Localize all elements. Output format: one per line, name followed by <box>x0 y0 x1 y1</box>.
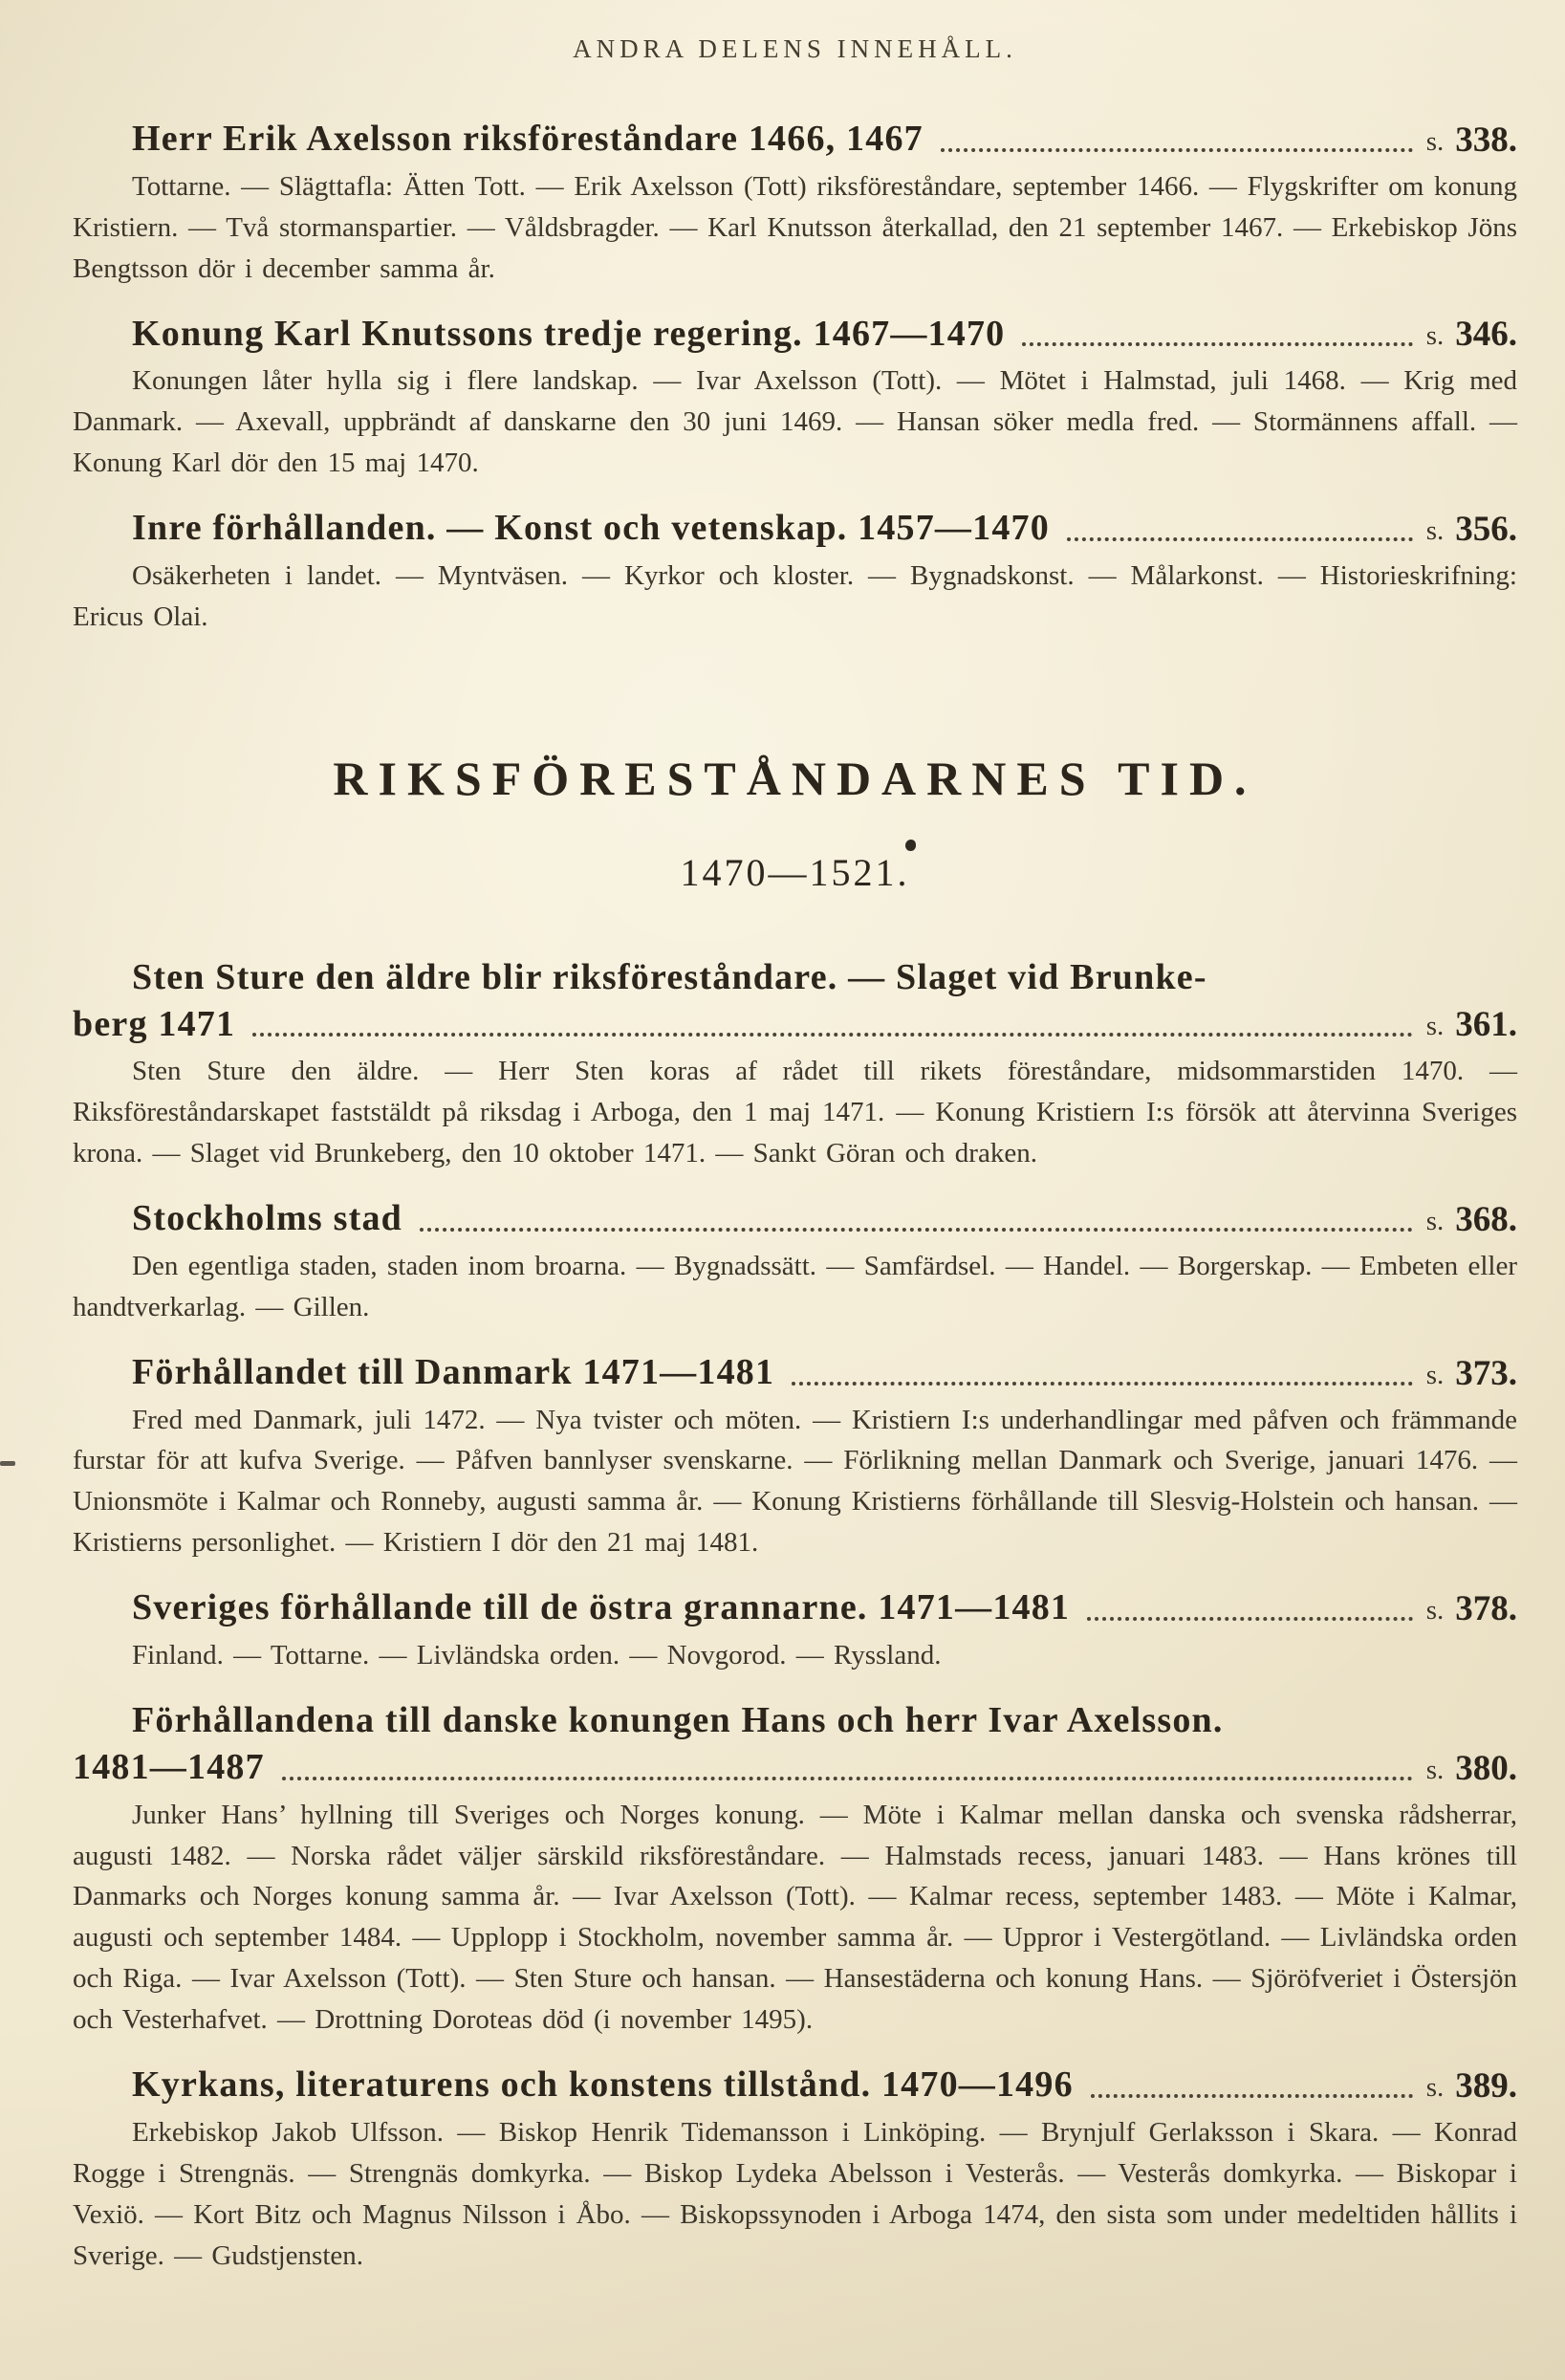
entry-heading <box>73 1699 1517 1742</box>
entry-description: Den egentliga staden, staden inom broarna. — Bygnadssätt. — Samfärdsel. — Handel. — Borgerskap. — Embeten eller handtverkarlag. — Gillen. <box>73 1250 1517 1322</box>
dotted-leader <box>792 1382 1413 1386</box>
dotted-leader <box>252 1033 1413 1037</box>
page-number: 346. <box>1455 315 1517 355</box>
entry-heading <box>73 1197 1517 1240</box>
toc-entry <box>73 313 1517 485</box>
entry-description: Osäkerheten i landet. — Myntväsen. — Kyrkor och kloster. — Bygnadskonst. — Målarkonst. — Historieskrifning: Ericus Olai. <box>73 559 1517 632</box>
dotted-leader <box>941 148 1413 152</box>
entry-title: Herr Erik Axelsson riksföreståndare 1466, 1467 <box>132 119 924 159</box>
page-number: 356. <box>1455 509 1517 549</box>
entry-heading <box>73 956 1517 999</box>
entry-title: Förhållandet till Danmark 1471—1481 <box>132 1351 775 1392</box>
entry-description: Fred med Danmark, juli 1472. — Nya tvister och möten. — Kristiern I:s underhandlingar med påfven och främmande furstar för att kufva Sverige. — Påfven bannlyser svenskarne. — Förlikning mellan Danmark och Sverige, januari 1476. — Unionsmöte i Kalmar och Ronneby, augusti samma år. — Konung Kristierns förhållande till Slesvig-Holstein och hansan. — Kristierns personlighet. — Kristiern I dör den 21 maj 1481. <box>73 1404 1517 1559</box>
entry-heading <box>73 2063 1517 2107</box>
entry-heading <box>73 507 1517 550</box>
entry-heading <box>73 313 1517 356</box>
page-number: 368. <box>1455 1199 1517 1239</box>
entry-title: Sten Sture den äldre blir riksföreståndare. — Slaget vid Brunke- <box>132 956 1207 997</box>
toc-entry <box>73 1699 1517 2041</box>
entry-heading <box>73 1351 1517 1394</box>
page-number: 380. <box>1455 1748 1517 1788</box>
toc-entry <box>73 956 1517 1174</box>
page-ref-prefix: s. <box>1425 1754 1445 1785</box>
page-number: 338. <box>1455 120 1517 160</box>
dotted-leader <box>282 1777 1413 1780</box>
section-subtitle: 1470—1521. <box>680 850 910 894</box>
entry-description: Konungen låter hylla sig i flere landskap. — Ivar Axelsson (Tott). — Mötet i Halmstad, juli 1468. — Krig med Danmark. — Axevall, uppbrändt af danskarne den 30 juni 1469. — Hansan söker medla fred. — Stormännens affall. — Konung Karl dör den 15 maj 1470. <box>73 365 1517 479</box>
entry-title: Inre förhållanden. — Konst och vetenskap. 1457—1470 <box>132 508 1050 549</box>
entry-heading-continued <box>73 1003 1517 1046</box>
toc-entry <box>73 118 1517 290</box>
page-ref-prefix: s. <box>1425 320 1445 352</box>
entry-description: Erkebiskop Jakob Ulfsson. — Biskop Henrik Tidemansson i Linköping. — Brynjulf Gerlaksson i Skara. — Konrad Rogge i Strengnäs. — Strengnäs domkyrka. — Biskop Lydeka Abelsson i Vesterås. — Vesterås domkyrka. — Biskopar i Vexiö. — Kort Bitz och Magnus Nilsson i Åbo. — Biskopssynoden i Arboga 1474, den sista som under medeltiden hållits i Sverige. — Gudstjensten. <box>73 2116 1517 2271</box>
page-number: 378. <box>1455 1589 1517 1629</box>
entry-title: Stockholms stad <box>132 1198 402 1239</box>
toc-entry <box>73 1586 1517 1676</box>
dotted-leader <box>1067 537 1413 541</box>
page-ref-prefix: s. <box>1425 1359 1445 1390</box>
section-heading <box>73 751 1517 895</box>
toc-entry <box>73 1197 1517 1328</box>
dotted-leader <box>420 1228 1413 1232</box>
entry-description: Finland. — Tottarne. — Livländska orden. — Novgorod. — Ryssland. <box>132 1640 942 1671</box>
ink-speck <box>905 840 916 851</box>
page-number: 389. <box>1455 2065 1517 2106</box>
page-ref-prefix: s. <box>1425 1011 1445 1042</box>
page-ref-prefix: s. <box>1425 2071 1445 2103</box>
margin-mark <box>0 1461 15 1466</box>
toc-entry <box>73 2063 1517 2276</box>
entry-title: Sveriges förhållande till de östra grannarne. 1471—1481 <box>132 1587 1071 1628</box>
page-ref-prefix: s. <box>1425 1205 1445 1236</box>
page-ref-prefix: s. <box>1425 514 1445 546</box>
toc-entry <box>73 1351 1517 1563</box>
dotted-leader <box>1022 342 1412 346</box>
dotted-leader <box>1087 1617 1413 1621</box>
entry-title: Konung Karl Knutssons tredje regering. 1467—1470 <box>132 313 1006 354</box>
entry-heading <box>73 1586 1517 1629</box>
page-number: 373. <box>1455 1353 1517 1393</box>
toc-entry <box>73 507 1517 638</box>
dotted-leader <box>1091 2094 1413 2098</box>
page-header: ANDRA DELENS INNEHÅLL. <box>573 34 1017 63</box>
entry-title: Förhållandena till danske konungen Hans och herr Ivar Axelsson. <box>132 1699 1224 1740</box>
section-title: RIKSFÖRESTÅNDARNES TID. <box>333 751 1257 805</box>
entry-title-continued: 1481—1487 <box>73 1746 265 1787</box>
entry-description: Junker Hans’ hyllning till Sveriges och Norges konung. — Möte i Kalmar mellan danska och svenska rådsherrar, augusti 1482. — Norska rådet väljer särskild riksföreståndare. — Halmstads recess, januari 1483. — Hans krönes till Danmarks och Norges konung samma år. — Ivar Axelsson (Tott). — Kalmar recess, september 1483. — Möte i Kalmar, augusti och september 1484. — Upplopp i Stockholm, november samma år. — Uppror i Vestergötland. — Livländska orden och Riga. — Ivar Axelsson (Tott). — Sten Sture och hansan. — Hansestäderna och konung Hans. — Sjöröfveriet i Östersjön och Vesterhafvet. — Drottning Doroteas död (i november 1495). <box>73 1799 1517 2036</box>
page-ref-prefix: s. <box>1425 125 1445 157</box>
entry-description: Tottarne. — Slägttafla: Ätten Tott. — Erik Axelsson (Tott) riksföreståndare, september 1466. — Flygskrifter om konung Kristiern. — Två stormanspartier. — Våldsbragder. — Karl Knutsson återkallad, den 21 september 1467. — Erkebiskop Jöns Bengtsson dör i december samma år. <box>73 170 1517 284</box>
entry-description: Sten Sture den äldre. — Herr Sten koras af rådet till rikets föreståndare, midsommarstiden 1470. — Riksföreståndarskapet faststäldt på riksdag i Arboga, den 1 maj 1471. — Konung Kristiern I:s försök att återvinna Sveriges krona. — Slaget vid Brunkeberg, den 10 oktober 1471. — Sankt Göran och draken. <box>73 1056 1517 1169</box>
entry-title: Kyrkans, literaturens och konstens tillstånd. 1470—1496 <box>132 2064 1074 2106</box>
entry-heading <box>73 118 1517 161</box>
page-ref-prefix: s. <box>1425 1595 1445 1627</box>
entry-heading-continued <box>73 1746 1517 1789</box>
page-number: 361. <box>1455 1005 1517 1045</box>
entry-title-continued: berg 1471 <box>73 1003 236 1044</box>
